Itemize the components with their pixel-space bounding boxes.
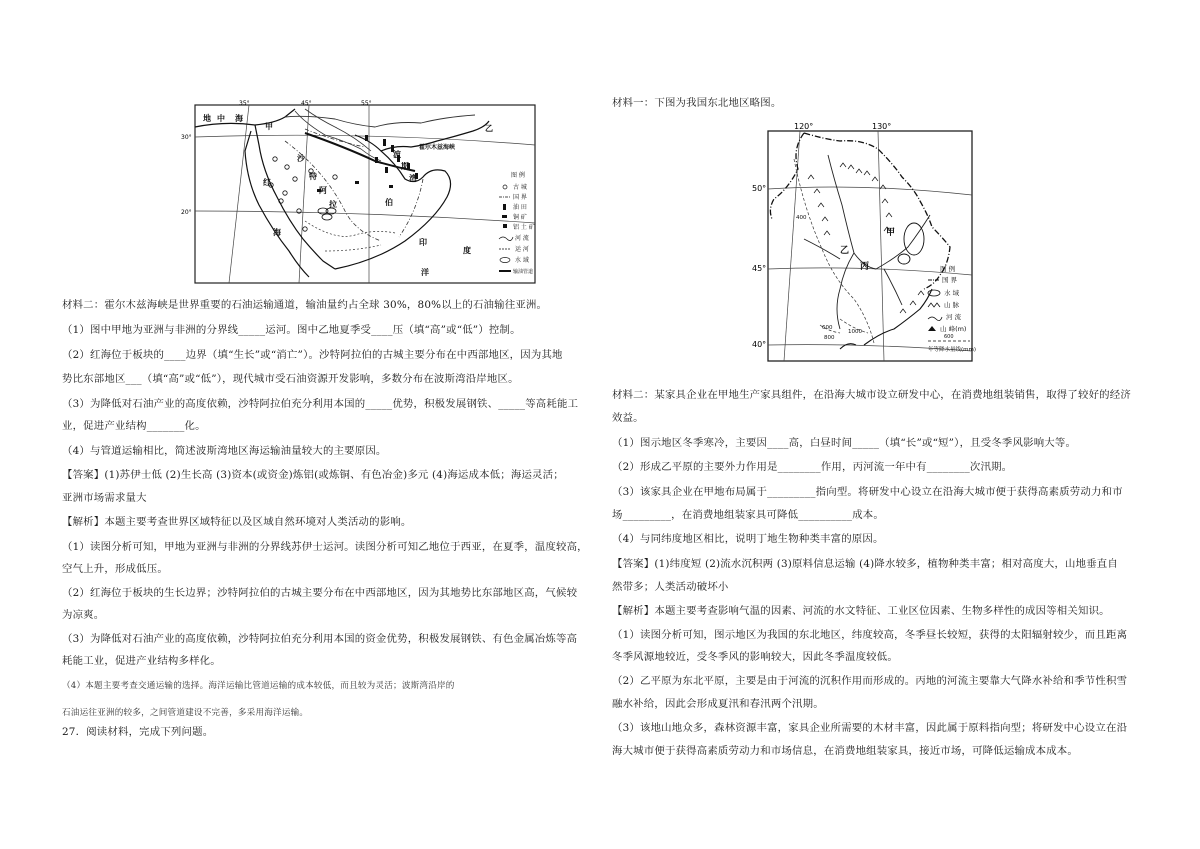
answer-line-1: 【答案】(1)纬度短 (2)流水沉积两 (3)原料信息运输 (4)降水较多，植物种类丰富；相对高度大，山地垂直自 — [612, 558, 1118, 570]
legend-item: 河 流 — [946, 313, 962, 321]
place-label: 印 — [419, 238, 427, 247]
analysis-4-line-2: 石油运往亚洲的较多，之间管道建设不完善，多采用海洋运输。 — [62, 708, 309, 718]
place-label: 中 — [217, 114, 225, 123]
place-label-yi: 乙 — [840, 246, 850, 256]
middle-east-map — [181, 100, 545, 287]
northeast-china-map — [744, 119, 976, 377]
legend-item: 水 域 — [944, 289, 960, 297]
legend-item: 铝 土 矿 — [513, 224, 535, 231]
lat-label: 40° — [752, 340, 767, 349]
material-two-line-1: 材料二：某家具企业在甲地生产家具组件，在沿海大城市设立研发中心，在消费地组装销售，取得了较好的经济 — [612, 389, 1131, 401]
place-label-bing: 丙 — [860, 262, 870, 272]
material-two-text: 材料二：霍尔木兹海峡是世界重要的石油运输通道，输油量约占全球 30%，80%以上的石油输往亚洲。 — [62, 299, 548, 311]
question-4: （4）与同纬度地区相比，说明丁地生物种类丰富的原因。 — [612, 533, 884, 545]
place-label: 海 — [235, 114, 243, 123]
analysis-2-line-1: （2）乙平原为东北平原，主要是由于河流的沉积作用而形成的。丙地的河流主要靠大气降水补给和季节性积雪 — [612, 675, 1128, 687]
analysis-1-line-2: 空气上升，形成低压。 — [62, 563, 168, 575]
analysis-2-line-1: （2）红海位于板块的生长边界；沙特阿拉伯的古城主要分布在中西部地区，因为其地势比东部地区高，气候较 — [62, 587, 578, 599]
place-label: 特 — [309, 172, 317, 181]
question-4: （4）与管道运输相比，简述波斯湾地区海运输油量较大的主要原因。 — [62, 445, 387, 457]
legend-item: 运 河 — [515, 246, 529, 253]
question-1: （1）图中甲地为亚洲与非洲的分界线_____运河。图中乙地夏季受____压（填“高”或“低”）控制。 — [62, 324, 521, 336]
analysis-heading: 【解析】本题主要考查世界区域特征以及区域自然环境对人类活动的影响。 — [62, 516, 412, 528]
analysis-1-line-1: （1）读图分析可知，图示地区为我国的东北地区，纬度较高，冬季昼长较短，获得的太阳辐射较少，而且距离 — [612, 629, 1128, 641]
question-27: 27．阅读材料，完成下列问题。 — [62, 726, 214, 738]
question-3-line-1: （3）该家具企业在甲地布局属于_________指向型。将研发中心设立在沿海大城市便于获得高素质劳动力和市 — [612, 486, 1123, 498]
lon-label: 35° — [239, 100, 250, 107]
place-label: 斯 — [401, 162, 409, 171]
place-label: 甲 — [265, 122, 273, 131]
analysis-3-line-1: （3）该地山地众多，森林资源丰富，家具企业所需要的木材丰富，因此属于原料指向型；将研发中心设立在沿 — [612, 722, 1128, 734]
legend-item: 国 界 — [942, 276, 958, 284]
place-label: 伯 — [385, 198, 393, 207]
question-2: （2）形成乙平原的主要外力作用是________作用，丙河流一年中有________次汛期。 — [612, 461, 1013, 473]
place-label: 湾 — [409, 174, 417, 183]
legend-isohyet-value: 600 — [944, 334, 954, 340]
legend-title: 图 例 — [511, 172, 525, 179]
place-label: 阿 — [319, 186, 327, 195]
place-label: 乙 — [485, 124, 493, 133]
answer-line-1: 【答案】(1)苏伊士低 (2)生长高 (3)资本(或资金)炼铝(或炼铜、有色冶金)多元 (4)海运成本低；海运灵活； — [62, 469, 564, 481]
analysis-3-line-2: 海大城市便于获得高素质劳动力和市场信息，在消费地组装家具，接近市场，可降低运输成本成本。 — [612, 745, 1078, 757]
analysis-3-line-1: （3）为降低对石油产业的高度依赖，沙特阿拉伯充分利用本国的资金优势，积极发展钢铁、有色金属冶炼等高 — [62, 633, 578, 645]
lon-label: 55° — [361, 100, 372, 107]
isohyet-label: 400 — [796, 215, 807, 221]
place-label: 拉 — [329, 200, 337, 209]
legend-item: 铜 矿 — [513, 214, 527, 221]
legend-item: 古 城 — [513, 184, 527, 191]
analysis-1-line-2: 冬季风源地较近，受冬季风的影响较大，因此冬季温度较低。 — [612, 651, 898, 663]
question-3-line-2: 业，促进产业结构_______化。 — [62, 420, 206, 432]
lat-label: 45° — [752, 264, 767, 273]
analysis-3-line-2: 耗能工业，促进产业结构多样化。 — [62, 655, 221, 667]
material-one-intro: 材料一：下图为我国东北地区略图。 — [612, 97, 782, 109]
legend-item: 输油管道 — [513, 269, 534, 275]
legend-item: 油 田 — [513, 204, 527, 211]
lon-label: 120° — [794, 122, 814, 131]
place-label: 霍尔木兹海峡 — [419, 144, 456, 151]
lat-label: 20° — [181, 209, 192, 216]
legend-title: 图 例 — [940, 265, 956, 273]
analysis-heading: 【解析】本题主要考查影响气温的因素、河流的水文特征、工业区位因素、生物多样性的成因等相关知识。 — [612, 605, 1110, 617]
lat-label: 30° — [181, 134, 192, 141]
question-2-line-2: 势比东部地区___（填“高”或“低”），现代城市受石油资源开发影响，多数分布在波斯湾沿岸地区。 — [62, 373, 519, 385]
question-1: （1）图示地区冬季寒冷，主要因____高，白昼时间_____（填“长”或“短”），且受冬季风影响大等。 — [612, 437, 1077, 449]
isohyet-label: 600 — [822, 325, 833, 331]
isohyet-label: 800 — [824, 335, 835, 341]
question-2-line-1: （2）红海位于板块的____边界（填“生长”或“消亡”）。沙特阿拉伯的古城主要分布在中西部地区，因为其地 — [62, 349, 563, 361]
place-label: 红 — [263, 178, 271, 187]
lon-label: 130° — [872, 122, 892, 131]
legend-item: 山 峰(m) — [940, 325, 967, 333]
place-label: 海 — [273, 228, 281, 237]
place-label: 度 — [463, 246, 471, 255]
legend-item: 水 域 — [515, 257, 529, 264]
place-label: 波 — [393, 150, 401, 159]
analysis-4-line-1: （4）本题主要考查交通运输的选择。海洋运输比管道运输的成本较低，而且较为灵活；波斯湾沿岸的 — [62, 681, 455, 691]
legend-item: 年等降水量线(mm) — [928, 347, 977, 353]
analysis-2-line-2: 融水补给，因此会形成夏汛和春汛两个汛期。 — [612, 698, 824, 710]
question-3-line-2: 场_________，在消费地组装家具可降低__________成本。 — [612, 509, 884, 521]
place-label-jia: 甲 — [886, 228, 896, 238]
legend-item: 河 流 — [515, 235, 529, 242]
material-two-line-2: 效益。 — [612, 412, 644, 424]
legend-item: 国 界 — [513, 194, 527, 201]
legend-item: 山 脉 — [944, 301, 960, 309]
place-label: 地 — [203, 114, 211, 123]
question-3-line-1: （3）为降低对石油产业的高度依赖，沙特阿拉伯充分利用本国的_____优势，积极发展钢铁、_____等高耗能工 — [62, 398, 579, 410]
answer-line-2: 亚洲市场需求量大 — [62, 492, 147, 504]
isohyet-label: 1000 — [848, 329, 862, 335]
analysis-2-line-2: 为凉爽。 — [62, 609, 105, 621]
analysis-1-line-1: （1）读图分析可知，甲地为亚洲与非洲的分界线苏伊士运河。读图分析可知乙地位于西亚，在夏季，温度较高， — [62, 541, 588, 553]
lon-label: 45° — [301, 100, 312, 107]
lat-label: 50° — [752, 184, 767, 193]
place-label: 洋 — [421, 268, 429, 277]
place-label: 沙 — [297, 154, 305, 163]
answer-line-2: 然带多；人类活动破坏小 — [612, 581, 729, 593]
